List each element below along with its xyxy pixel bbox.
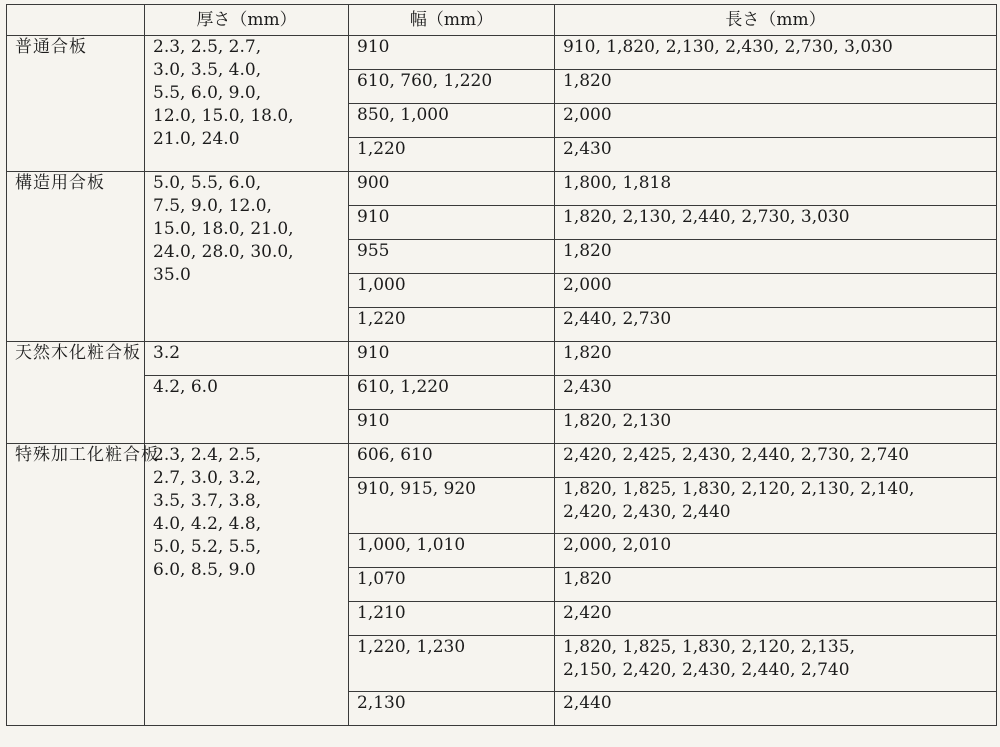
category-cell: 特殊加工化粧合板	[7, 444, 145, 726]
thickness-cell-line: 3.0, 3.5, 4.0,	[153, 60, 262, 80]
length-cell-line: 910, 1,820, 2,130, 2,430, 2,730, 3,030	[563, 37, 893, 57]
width-cell: 1,220, 1,230	[349, 636, 555, 692]
length-cell	[555, 410, 997, 444]
thickness-cell-line: 3.5, 3.7, 3.8,	[153, 491, 262, 511]
thickness-cell	[145, 172, 349, 342]
length-cell	[555, 534, 997, 568]
length-cell-line: 1,820	[563, 569, 612, 589]
length-cell-line: 2,000	[563, 105, 612, 125]
length-cell	[555, 138, 997, 172]
width-cell: 606, 610	[349, 444, 555, 478]
header-row	[7, 5, 997, 36]
thickness-cell-line: 6.0, 8.5, 9.0	[153, 560, 256, 580]
length-cell	[555, 692, 997, 726]
length-cell-line: 2,430	[563, 377, 612, 397]
header-length: 長さ（mm）	[555, 5, 997, 36]
length-cell-line: 2,000, 2,010	[563, 535, 672, 555]
length-cell-line: 1,820, 2,130	[563, 411, 672, 431]
thickness-cell-line: 7.5, 9.0, 12.0,	[153, 196, 272, 216]
thickness-cell-line: 4.2, 6.0	[153, 377, 218, 397]
table-body	[7, 36, 997, 726]
length-cell-line: 2,150, 2,420, 2,430, 2,440, 2,740	[563, 660, 850, 680]
thickness-cell-line: 5.0, 5.5, 6.0,	[153, 173, 262, 193]
length-cell-line: 2,440	[563, 693, 612, 713]
width-cell: 955	[349, 240, 555, 274]
width-cell: 1,000	[349, 274, 555, 308]
width-cell: 1,000, 1,010	[349, 534, 555, 568]
thickness-cell	[145, 36, 349, 172]
thickness-cell-line: 4.0, 4.2, 4.8,	[153, 514, 262, 534]
width-cell: 610, 1,220	[349, 376, 555, 410]
length-cell-line: 1,820	[563, 71, 612, 91]
width-cell: 1,210	[349, 602, 555, 636]
width-cell: 910	[349, 36, 555, 70]
category-cell: 構造用合板	[7, 172, 145, 342]
length-cell	[555, 478, 997, 534]
category-cell: 普通合板	[7, 36, 145, 172]
thickness-cell-line: 35.0	[153, 265, 191, 285]
length-cell-line: 1,820	[563, 241, 612, 261]
length-cell-line: 2,420	[563, 603, 612, 623]
length-cell	[555, 444, 997, 478]
length-cell	[555, 206, 997, 240]
thickness-cell	[145, 376, 349, 444]
thickness-cell-line: 12.0, 15.0, 18.0,	[153, 106, 294, 126]
thickness-cell-line: 21.0, 24.0	[153, 129, 240, 149]
table-row	[7, 376, 997, 410]
width-cell: 850, 1,000	[349, 104, 555, 138]
length-cell	[555, 602, 997, 636]
table-row	[7, 342, 997, 376]
width-cell: 910	[349, 410, 555, 444]
thickness-cell-line: 3.2	[153, 343, 181, 363]
width-cell: 1,220	[349, 138, 555, 172]
width-cell: 1,070	[349, 568, 555, 602]
length-cell	[555, 376, 997, 410]
thickness-cell-line: 2.7, 3.0, 3.2,	[153, 468, 262, 488]
length-cell	[555, 104, 997, 138]
length-cell	[555, 568, 997, 602]
length-cell	[555, 274, 997, 308]
length-cell	[555, 240, 997, 274]
width-cell: 910, 915, 920	[349, 478, 555, 534]
length-cell	[555, 36, 997, 70]
width-cell: 900	[349, 172, 555, 206]
category-cell: 天然木化粧合板	[7, 342, 145, 444]
length-cell-line: 1,820, 2,130, 2,440, 2,730, 3,030	[563, 207, 850, 227]
thickness-cell	[145, 342, 349, 376]
plywood-size-table	[6, 4, 997, 726]
table-row	[7, 444, 997, 478]
width-cell: 910	[349, 206, 555, 240]
length-cell-line: 1,820, 1,825, 1,830, 2,120, 2,130, 2,140,	[563, 479, 915, 499]
length-cell-line: 2,440, 2,730	[563, 309, 672, 329]
length-cell-line: 2,420, 2,425, 2,430, 2,440, 2,730, 2,740	[563, 445, 910, 465]
thickness-cell-line: 5.0, 5.2, 5.5,	[153, 537, 262, 557]
header-category	[7, 5, 145, 36]
length-cell-line: 1,800, 1,818	[563, 173, 672, 193]
table-row	[7, 172, 997, 206]
width-cell: 2,130	[349, 692, 555, 726]
length-cell-line: 1,820	[563, 343, 612, 363]
length-cell	[555, 172, 997, 206]
thickness-cell-line: 2.3, 2.5, 2.7,	[153, 37, 262, 57]
thickness-cell-line: 24.0, 28.0, 30.0,	[153, 242, 294, 262]
table-row	[7, 36, 997, 70]
length-cell-line: 1,820, 1,825, 1,830, 2,120, 2,135,	[563, 637, 855, 657]
width-cell: 910	[349, 342, 555, 376]
header-width: 幅（mm）	[349, 5, 555, 36]
length-cell-line: 2,430	[563, 139, 612, 159]
length-cell	[555, 636, 997, 692]
width-cell: 610, 760, 1,220	[349, 70, 555, 104]
thickness-cell-line: 2.3, 2.4, 2.5,	[153, 445, 262, 465]
header-thickness: 厚さ（mm）	[145, 5, 349, 36]
length-cell	[555, 70, 997, 104]
thickness-cell-line: 5.5, 6.0, 9.0,	[153, 83, 262, 103]
thickness-cell-line: 15.0, 18.0, 21.0,	[153, 219, 294, 239]
thickness-cell	[145, 444, 349, 726]
length-cell	[555, 342, 997, 376]
width-cell: 1,220	[349, 308, 555, 342]
length-cell-line: 2,420, 2,430, 2,440	[563, 502, 731, 522]
length-cell-line: 2,000	[563, 275, 612, 295]
length-cell	[555, 308, 997, 342]
